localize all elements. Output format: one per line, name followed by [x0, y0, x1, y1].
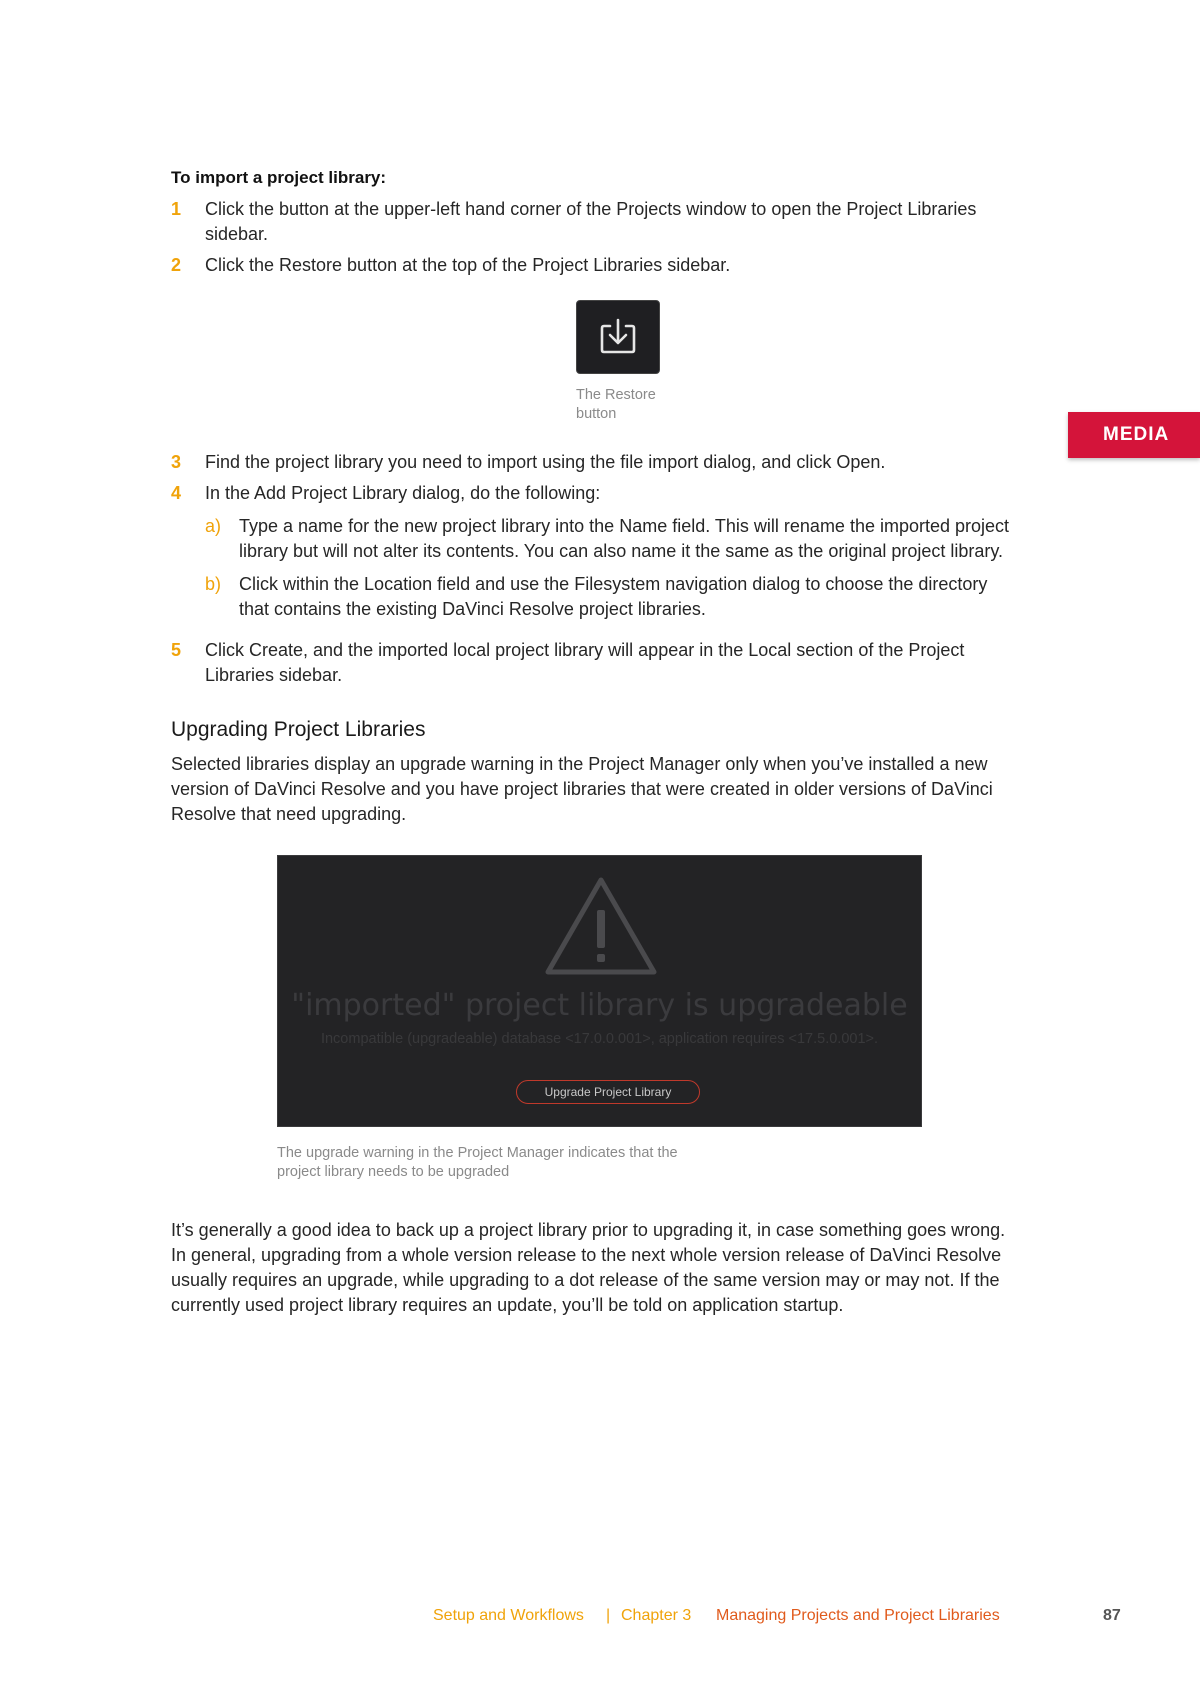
page-content: [171, 168, 1011, 1318]
step-4: [171, 481, 1011, 506]
warning-title: "imported" project library is upgradeable: [291, 988, 908, 1023]
upgrade-warning-figure: [277, 855, 1011, 1182]
restore-figure: [576, 300, 1011, 424]
footer-chapter-title: Managing Projects and Project Libraries: [716, 1607, 1000, 1624]
substep-b: [205, 572, 1011, 622]
intro-paragraph: Selected libraries display an upgrade warning in the Project Manager only when you’ve installed a new version of DaVinci Resolve and you have project libraries that were created in older versions of DaVinci Resolve that need upgrading.: [171, 754, 993, 824]
procedure-title: To import a project library:: [171, 168, 387, 187]
step-text: Find the project library you need to import using the file import dialog, and click Open.: [205, 452, 886, 472]
step-5: [171, 638, 1011, 688]
step-number: 2: [171, 255, 182, 275]
upgrade-warning-panel: [277, 855, 922, 1127]
step-text: Click the button at the upper-left hand corner of the Projects window to open the Project Libraries sidebar.: [205, 199, 977, 244]
restore-caption: The Restore button: [576, 387, 656, 422]
section-heading: Upgrading Project Libraries: [171, 718, 426, 741]
upgrade-project-library-button[interactable]: Upgrade Project Library: [516, 1080, 700, 1104]
restore-button[interactable]: [576, 300, 660, 374]
warning-triangle-icon: [544, 874, 658, 978]
substep-letter: a): [205, 516, 222, 536]
step-3: [171, 450, 1011, 475]
closing-paragraph: It’s generally a good idea to back up a project library prior to upgrading it, in case something goes wrong. In general, upgrading from a whole version release to the next whole version release of DaVinci Resolve usually requires an upgrade, while upgrading to a dot release of the same version may or may not. If the currently used project library requires an update, you’ll be told on application startup.: [171, 1220, 1006, 1315]
page-number: 87: [1103, 1607, 1121, 1624]
download-tray-icon: [598, 318, 638, 356]
step-text: In the Add Project Library dialog, do the following:: [205, 483, 601, 503]
step-number: 5: [171, 640, 182, 660]
warning-caption: The upgrade warning in the Project Manager indicates that the project library needs to be upgraded: [277, 1145, 678, 1180]
substep-text: Type a name for the new project library into the Name field. This will rename the imported project library but will not alter its contents. You can also name it the same as the original project library.: [239, 516, 1010, 561]
footer-chapter: Chapter 3: [621, 1607, 692, 1624]
step-number: 1: [171, 199, 182, 219]
footer-section: Setup and Workflows: [433, 1607, 584, 1624]
substep-letter: b): [205, 574, 222, 594]
step-2: [171, 253, 1011, 278]
step-text: Click Create, and the imported local project library will appear in the Local section of the Project Libraries sidebar.: [205, 640, 965, 685]
substep-text: Click within the Location field and use the Filesystem navigation dialog to choose the directory that contains the existing DaVinci Resolve project libraries.: [239, 574, 988, 619]
media-chapter-tab[interactable]: MEDIA: [1068, 412, 1200, 458]
step-1: [171, 197, 1011, 247]
step-number: 3: [171, 452, 182, 472]
substep-a: [205, 514, 1011, 564]
step-number: 4: [171, 483, 182, 503]
warning-subtitle: Incompatible (upgradeable) database <17.0.0.001>, application requires <17.5.0.001>.: [320, 1031, 879, 1047]
footer-separator: |: [606, 1607, 611, 1624]
step-text: Click the Restore button at the top of the Project Libraries sidebar.: [205, 255, 731, 275]
